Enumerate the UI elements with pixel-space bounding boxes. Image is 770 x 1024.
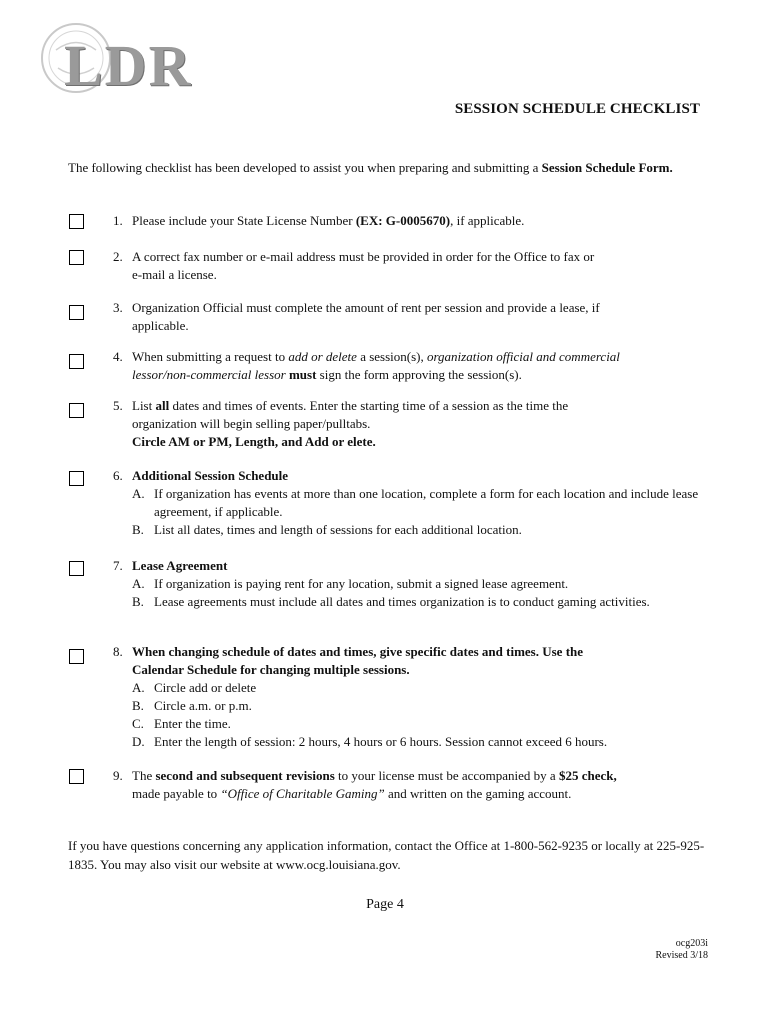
- item-text: The: [132, 768, 156, 783]
- item-text: Calendar Schedule for changing multiple sessions.: [132, 662, 410, 677]
- item-line: [132, 348, 710, 366]
- sub-item: [132, 485, 710, 521]
- item-text: e-mail a license.: [132, 267, 217, 282]
- sub-item: [132, 575, 710, 593]
- intro-bold: Session Schedule Form.: [541, 160, 673, 175]
- form-code: ocg203i: [675, 938, 708, 949]
- item-line: [132, 767, 710, 785]
- checkbox[interactable]: [69, 403, 84, 418]
- item-line: [132, 785, 710, 803]
- sub-item: [132, 679, 710, 697]
- item-number: 6.: [113, 468, 123, 483]
- intro-text: The following checklist has been developed to assist you when preparing and submitting a: [68, 160, 542, 175]
- checkbox[interactable]: [69, 769, 84, 784]
- item-text: applicable.: [132, 318, 189, 333]
- sub-item-text: Circle add or delete: [154, 680, 257, 695]
- item-number: 5.: [113, 398, 123, 413]
- sub-item-letter: B.: [132, 698, 144, 713]
- item-content: [132, 557, 710, 611]
- item-text: dates and times of events. Enter the starting time of a session as the time the: [169, 398, 569, 413]
- item-line: [132, 212, 710, 230]
- item-line: [132, 317, 710, 335]
- item-text: When submitting a request to: [132, 349, 289, 364]
- item-content: [132, 299, 710, 335]
- item-text: organization will begin selling paper/pulltabs.: [132, 416, 371, 431]
- checkbox[interactable]: [69, 305, 84, 320]
- sub-item: [132, 593, 710, 611]
- page-number: Page 4: [366, 897, 404, 912]
- item-line: [132, 248, 710, 266]
- item-text: Lease Agreement: [132, 558, 228, 573]
- item-content: [132, 397, 710, 451]
- item-number: 1.: [113, 213, 123, 228]
- item-content: [132, 467, 710, 539]
- item-line: [132, 266, 710, 284]
- ldr-logo: [36, 20, 256, 100]
- sub-item-text: If organization has events at more than one location, complete a form for each location and include lease agreement, if applicable.: [154, 486, 699, 519]
- item-line: [132, 467, 710, 485]
- item-text: Additional Session Schedule: [132, 468, 289, 483]
- sub-item-letter: A.: [132, 576, 145, 591]
- item-text: a session(s),: [356, 349, 427, 364]
- item-text: and written on the gaming account.: [384, 786, 572, 801]
- item-line: [132, 366, 710, 384]
- item-line: [132, 299, 710, 317]
- item-text: to your license must be accompanied by a: [334, 768, 559, 783]
- sub-item: [132, 521, 710, 539]
- item-line: [132, 661, 710, 679]
- item-content: [132, 643, 710, 751]
- checkbox[interactable]: [69, 250, 84, 265]
- page-title: SESSION SCHEDULE CHECKLIST: [454, 101, 700, 117]
- item-number: 7.: [113, 558, 123, 573]
- logo-letters: LDR: [64, 33, 193, 98]
- item-text: made payable to: [132, 786, 221, 801]
- item-text: $25 check,: [558, 768, 617, 783]
- item-text: sign the form approving the session(s).: [316, 367, 522, 382]
- item-text: , if applicable.: [450, 213, 525, 228]
- sub-item-text: Enter the length of session: 2 hours, 4 hours or 6 hours. Session cannot exceed 6 hours.: [154, 734, 608, 749]
- item-text: add or delete: [288, 349, 357, 364]
- item-content: [132, 248, 710, 284]
- item-line: [132, 397, 710, 415]
- checkbox[interactable]: [69, 354, 84, 369]
- item-content: [132, 767, 710, 803]
- intro-paragraph: [68, 158, 688, 177]
- item-text: lessor/non-commercial lessor: [132, 367, 286, 382]
- sub-item-letter: B.: [132, 522, 144, 537]
- item-text: Circle AM or PM, Length, and Add or elete.: [132, 434, 376, 449]
- item-text: all: [155, 398, 170, 413]
- item-text: A correct fax number or e-mail address must be provided in order for the Office to fax or: [132, 249, 595, 264]
- revision-date: Revised 3/18: [655, 950, 708, 961]
- item-content: [132, 348, 710, 384]
- sub-item-letter: C.: [132, 716, 144, 731]
- item-line: [132, 415, 710, 433]
- sub-item: [132, 733, 710, 751]
- item-line: [132, 557, 710, 575]
- sub-item-letter: B.: [132, 594, 144, 609]
- item-text: (EX: G-0005670): [355, 213, 451, 228]
- sub-item: [132, 697, 710, 715]
- sub-item-letter: A.: [132, 486, 145, 501]
- sub-item-letter: D.: [132, 734, 145, 749]
- form-code-block: [656, 938, 709, 962]
- sub-item: [132, 715, 710, 733]
- checkbox[interactable]: [69, 471, 84, 486]
- contact-footer: If you have questions concerning any application information, contact the Office at 1-800-562-9235 or locally at 225-925-1835. You may also visit our website at www.ocg.louisiana.gov.: [68, 838, 705, 872]
- item-text: When changing schedule of dates and times, give specific dates and times. Use the: [132, 644, 584, 659]
- sub-item-text: If organization is paying rent for any location, submit a signed lease agreement.: [154, 576, 569, 591]
- item-text: Please include your State License Number: [132, 213, 356, 228]
- checkbox[interactable]: [69, 214, 84, 229]
- item-text: Organization Official must complete the amount of rent per session and provide a lease, if: [132, 300, 600, 315]
- item-number: 4.: [113, 349, 123, 364]
- item-text: organization official and commercial: [426, 349, 620, 364]
- sub-item-text: Circle a.m. or p.m.: [154, 698, 252, 713]
- sub-item-text: List all dates, times and length of sessions for each additional location.: [154, 522, 522, 537]
- item-text: List: [132, 398, 156, 413]
- sub-item-text: Enter the time.: [154, 716, 231, 731]
- item-text: must: [288, 367, 317, 382]
- item-number: 8.: [113, 644, 123, 659]
- item-line: [132, 643, 710, 661]
- item-line: [132, 433, 710, 451]
- checkbox[interactable]: [69, 561, 84, 576]
- item-text: second and subsequent revisions: [155, 768, 335, 783]
- checkbox[interactable]: [69, 649, 84, 664]
- item-text: “Office of Charitable Gaming”: [220, 786, 385, 801]
- item-number: 9.: [113, 768, 123, 783]
- sub-item-letter: A.: [132, 680, 145, 695]
- item-number: 2.: [113, 249, 123, 264]
- sub-item-text: Lease agreements must include all dates and times organization is to conduct gaming activities.: [154, 594, 650, 609]
- item-number: 3.: [113, 300, 123, 315]
- item-content: [132, 212, 710, 230]
